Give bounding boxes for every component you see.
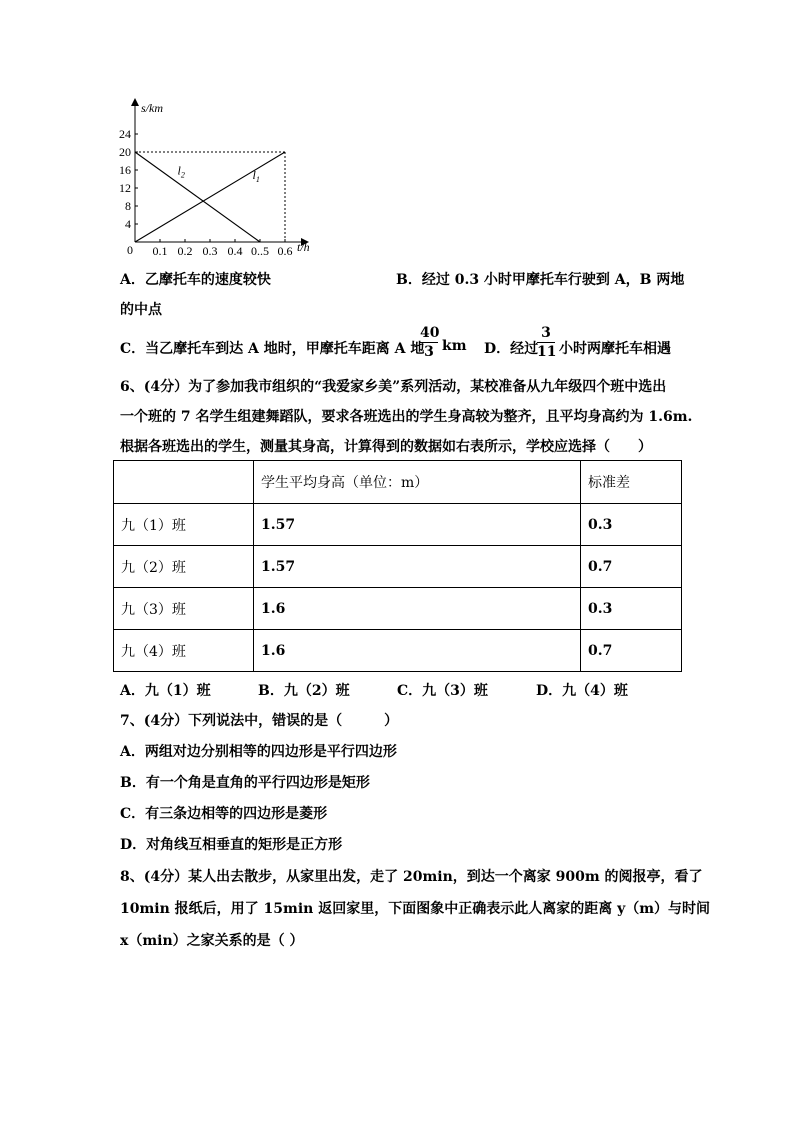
q6-option-d[interactable]: D．九（4）班: [536, 683, 628, 699]
q7-stem: 7、(4分）下列说法中，错误的是（ ）: [120, 713, 399, 729]
q7-option-c[interactable]: C．有三条边相等的四边形是菱形: [120, 806, 328, 822]
x-tick-label: 0..5: [251, 244, 269, 258]
frac-numerator: 40: [420, 325, 440, 341]
x-tick-label: 0.2: [177, 244, 193, 258]
table-cell: 九（4）班: [114, 630, 254, 672]
distance-time-graph: [115, 98, 315, 260]
q5-option-b-cont: 的中点: [120, 302, 162, 318]
table-cell: 0.3: [581, 504, 682, 546]
q7-option-d[interactable]: D．对角线互相垂直的矩形是正方形: [120, 837, 343, 853]
table-row: [114, 504, 682, 546]
q5-option-d[interactable]: [484, 338, 538, 358]
table-cell: 0.7: [581, 546, 682, 588]
table-header-cell: 标准差: [581, 461, 682, 504]
series-label-l2: $l_2$: [177, 163, 185, 180]
table-cell: 1.6: [254, 630, 581, 672]
x-tick-label: 0.6: [277, 244, 293, 258]
table-cell: 九（3）班: [114, 588, 254, 630]
y-tick-label: 16: [119, 163, 131, 177]
table-header-cell: 学生平均身高（单位：m）: [254, 461, 581, 504]
y-tick-label: 20: [119, 145, 131, 159]
x-tick-label: 0.3: [202, 244, 218, 258]
q7-option-a[interactable]: A．两组对边分别相等的四边形是平行四边形: [120, 744, 397, 760]
table-row: [114, 546, 682, 588]
q8-stem-line3: x（min）之家关系的是（ ）: [120, 933, 304, 949]
q6-stem-line1: 6、(4分）为了参加我市组织的“我爱家乡美”系列活动，某校准备从九年级四个班中选出: [120, 379, 667, 395]
table-cell: 九（1）班: [114, 504, 254, 546]
q5-option-c-fraction: [420, 325, 438, 360]
q6-option-c[interactable]: C．九（3）班: [397, 683, 488, 699]
frac-denominator: 11: [537, 344, 557, 360]
frac-denominator: 3: [424, 344, 434, 360]
q5-option-a[interactable]: A．乙摩托车的速度较快: [120, 272, 271, 288]
q8-stem-line2: 10min 报纸后，用了 15min 返回家里，下面图象中正确表示此人离家的距离 y（m）与时间: [120, 901, 711, 917]
series-line-l1: [135, 152, 285, 242]
q5-option-d-fraction: [537, 325, 555, 360]
q5-option-c-text: C．当乙摩托车到达 A 地时，甲摩托车距离 A 地: [120, 341, 425, 357]
q5-option-b[interactable]: B．经过 0.3 小时甲摩托车行驶到 A，B 两地: [396, 272, 685, 288]
q6-stem-line3: 根据各班选出的学生，测量其身高，计算得到的数据如右表所示，学校应选择（ ）: [120, 439, 652, 455]
q5-option-c[interactable]: [120, 338, 424, 358]
q5-option-d-text: D．经过: [484, 341, 539, 357]
frac-numerator: 3: [541, 325, 551, 341]
table-row: [114, 588, 682, 630]
table-cell: 九（2）班: [114, 546, 254, 588]
table-cell: 0.3: [581, 588, 682, 630]
origin-label: 0: [127, 243, 133, 257]
series-label-l1: $l_1$: [252, 168, 260, 184]
table-cell: 1.6: [254, 588, 581, 630]
y-tick-label: 8: [125, 199, 131, 213]
q5-option-d-suffix: 小时两摩托车相遇: [559, 341, 671, 357]
table-cell: 1.57: [254, 504, 581, 546]
table-cell: 1.57: [254, 546, 581, 588]
q5-option-c-unit: km: [442, 338, 467, 354]
table-header-row: [114, 461, 682, 504]
q7-option-b[interactable]: B．有一个角是直角的平行四边形是矩形: [120, 775, 370, 791]
y-axis-label: s/km: [141, 101, 163, 115]
table-cell: 0.7: [581, 630, 682, 672]
y-tick-label: 24: [119, 127, 131, 141]
q6-option-a[interactable]: A．九（1）班: [120, 683, 211, 699]
table-header-cell: [114, 461, 254, 504]
x-tick-label: 0.1: [152, 244, 168, 258]
series-line-l2: [135, 152, 260, 242]
x-axis-label: t/h: [297, 240, 310, 254]
q6-option-b[interactable]: B．九（2）班: [258, 683, 350, 699]
q6-stem-line2: 一个班的 7 名学生组建舞蹈队，要求各班选出的学生身高较为整齐，且平均身高约为 1.6m.: [120, 409, 693, 425]
q6-height-table: [113, 460, 682, 672]
y-tick-label: 4: [125, 217, 131, 231]
y-tick-label: 12: [119, 181, 131, 195]
x-tick-label: 0.4: [227, 244, 243, 258]
q8-stem-line1: 8、(4分）某人出去散步，从家里出发，走了 20min，到达一个离家 900m 的阅报亭，看了: [120, 869, 703, 885]
table-row: [114, 630, 682, 672]
